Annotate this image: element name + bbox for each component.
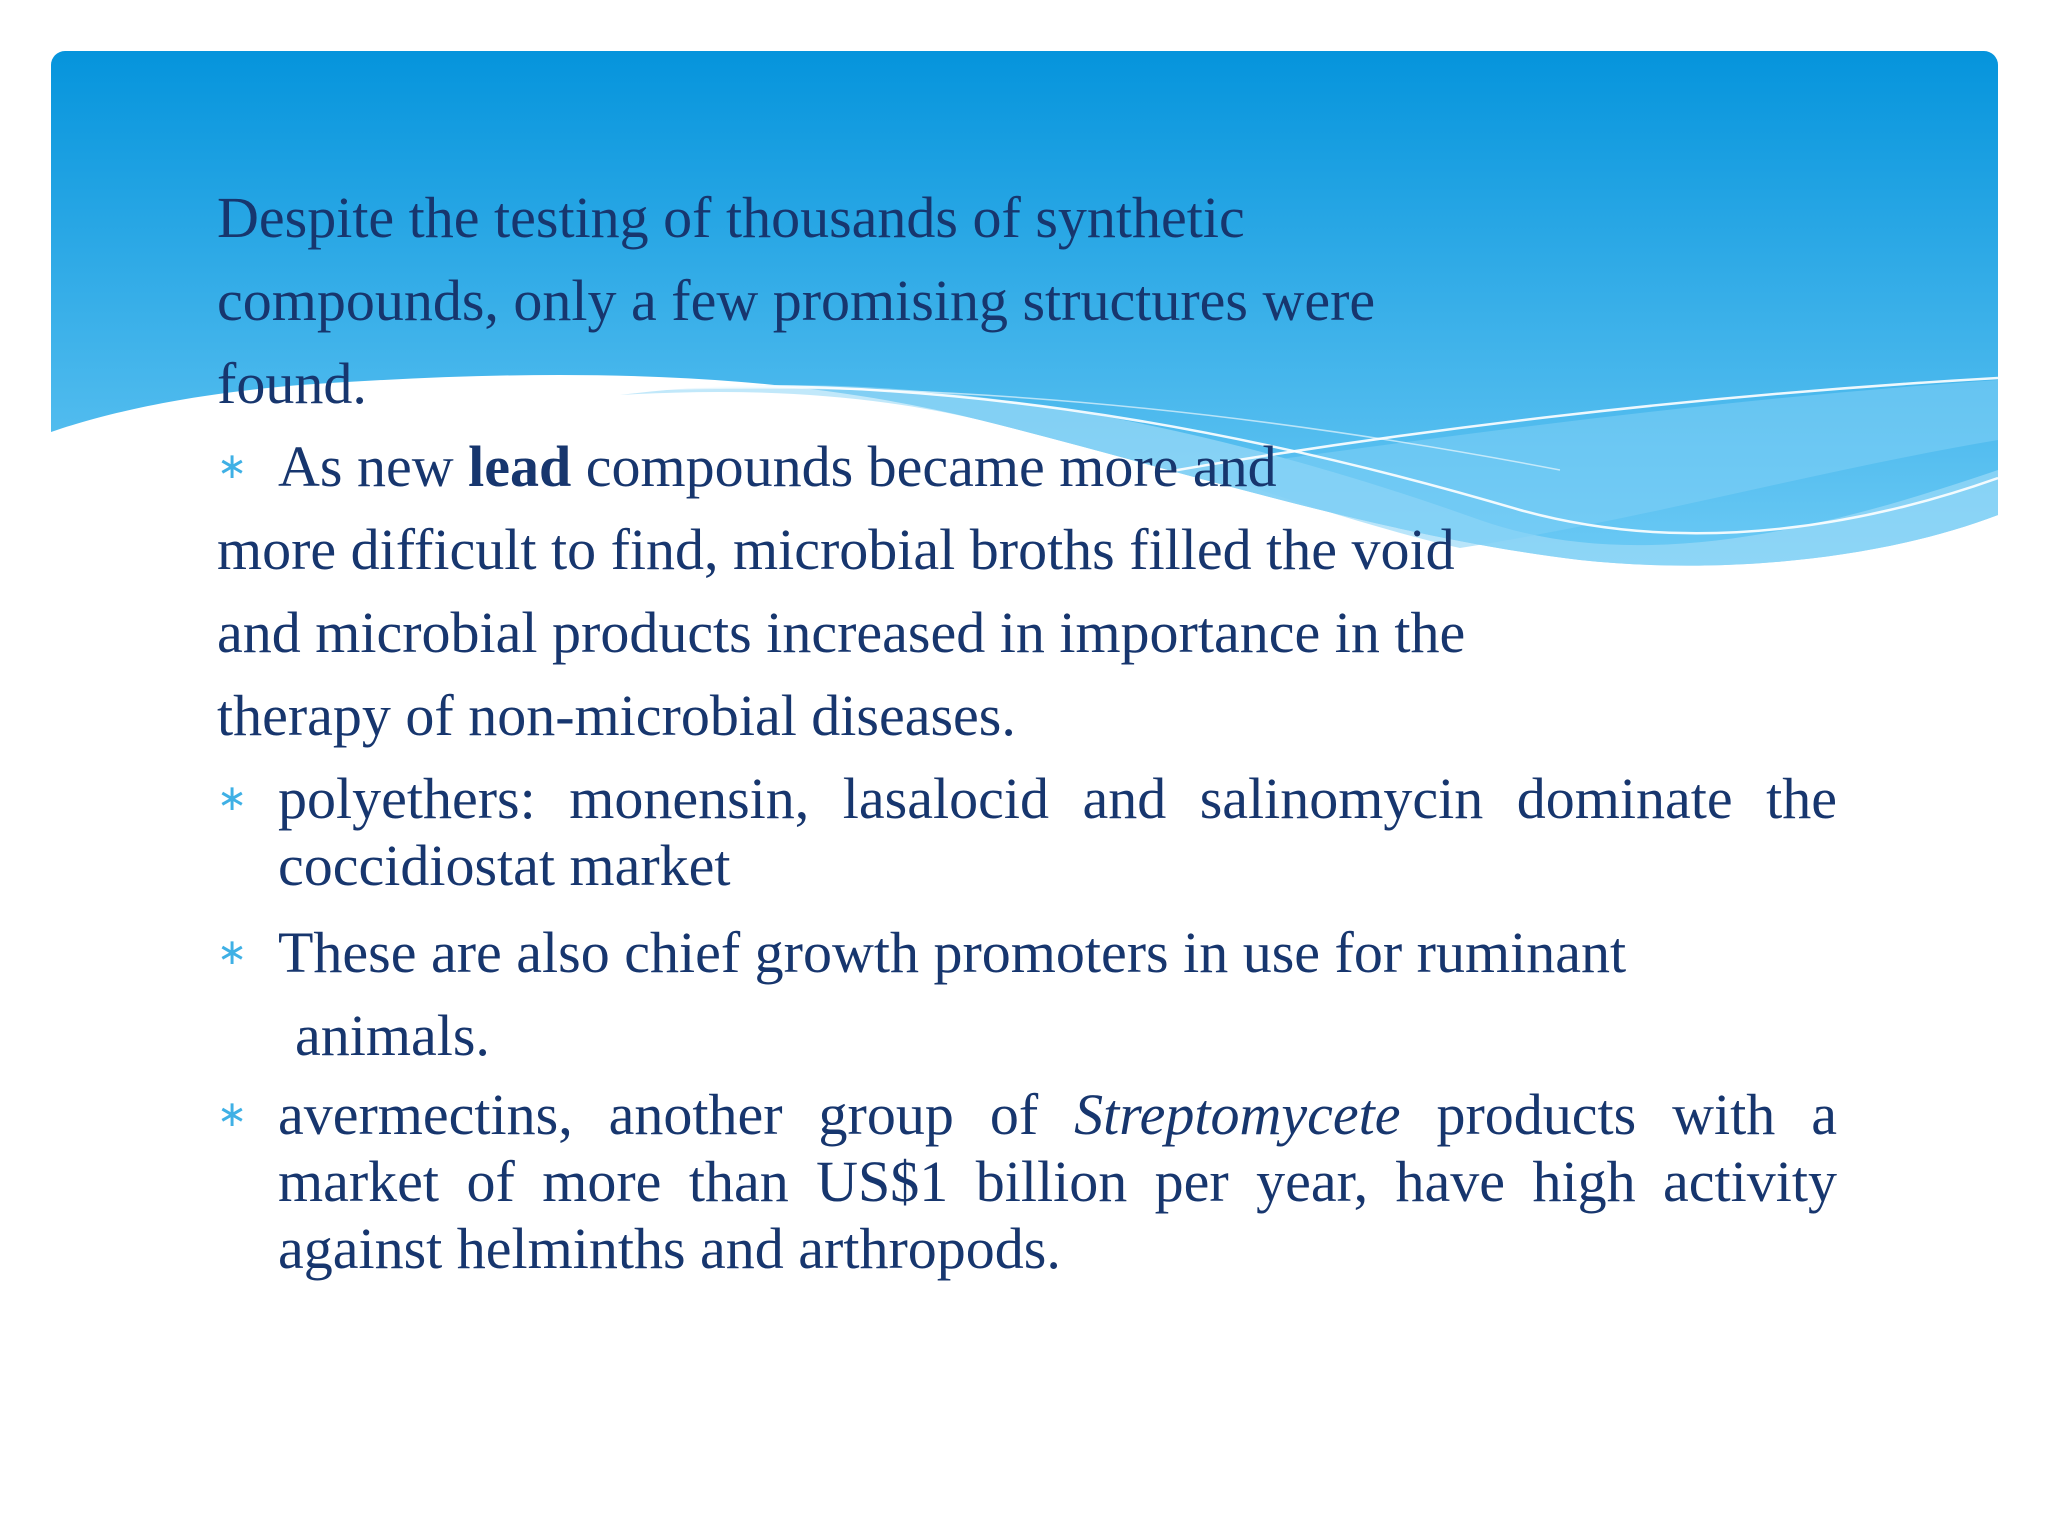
bullet-lead-compounds: [217, 425, 1837, 508]
bullet-asterisk-icon: ∗: [217, 932, 248, 973]
bullet-asterisk-icon: ∗: [217, 1094, 248, 1135]
bullet-text-part: As new: [278, 434, 469, 499]
bullet-asterisk-icon: ∗: [217, 446, 248, 487]
bullet-continuation-line: more difficult to find, microbial broths filled the void: [217, 517, 1455, 582]
bullet-text-part: products with a market of more than US$1 billion per year, have high activity against helminths and arthropods.: [278, 1082, 1838, 1281]
bullet-asterisk-icon: ∗: [217, 778, 248, 819]
bullet-continuation-line: animals.: [295, 1003, 490, 1068]
italic-term-streptomycete: Streptomycete: [1074, 1082, 1401, 1147]
slide-body: [217, 176, 1837, 1282]
bullet-continuation-line: therapy of non-microbial diseases.: [217, 683, 1016, 748]
bold-term-lead: lead: [468, 434, 572, 499]
intro-paragraph: Despite the testing of thousands of synthetic compounds, only a few promising structures were found.: [217, 185, 1376, 416]
bullet-growth-promoters: [217, 911, 1837, 994]
bullet-text-part: avermectins, another group of: [278, 1082, 1075, 1147]
bullet-text: polyethers: monensin, lasalocid and salinomycin dominate the coccidiostat market: [278, 766, 1837, 898]
bullet-text-part: compounds became more and: [571, 434, 1277, 499]
bullet-continuation-line: and microbial products increased in importance in the: [217, 600, 1466, 665]
bullet-avermectins: [217, 1081, 1837, 1282]
bullet-text: These are also chief growth promoters in use for ruminant: [278, 920, 1627, 985]
bullet-polyethers: [217, 765, 1837, 899]
